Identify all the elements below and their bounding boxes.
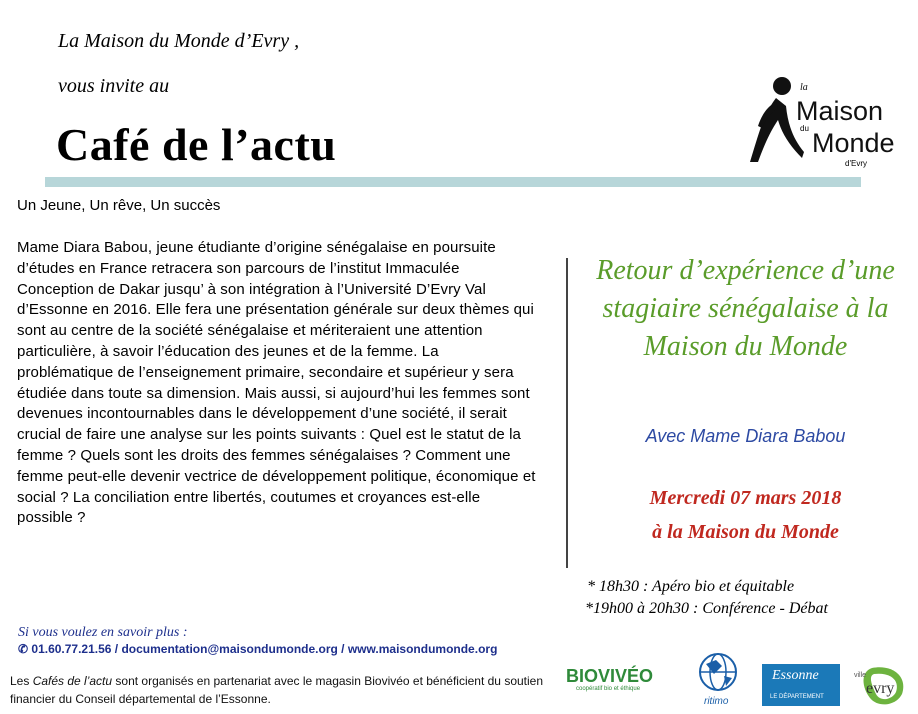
event-title: Retour d’expérience d’une stagiaire sénégalaise à la Maison du Monde: [596, 255, 895, 362]
logo-word-maison: Maison: [796, 96, 884, 126]
organizer-line: La Maison du Monde d’Evry ,: [58, 30, 300, 52]
article-body: Mame Diara Babou, jeune étudiante d’origine sénégalaise en poursuite d’études en France retracera son parcours de l’institut Immaculée Conception de Dakar jusqu’ à son intégration à l’Université D’Evry Val d’Essonne en 2016. Elle fera une présentation générale sur deux thèmes qui sont au centre de la société sénégalaise et mériteraient une attention particulière, à savoir l’éducation des jeunes et de la femme. La problématique de l’enseignement primaire, secondaire et supérieur y sera étudiée dans toute sa dimension. Mais aussi, si aujourd’hui les femmes sont devenues incontournables dans le développement d’une société, il serait crucial de faire une analyse sur les points suivants : Quel est le statut de la femme ? Quels sont les droits des femmes sénégalaises ? Comment une femme peut-elle devenir vectrice de développement politique, économique et social ? La conciliation entre libertés, coutumes et croyances est-elle possible ?: [17, 239, 536, 527]
biovivo-wordmark: BIOVIVÉO: [566, 666, 654, 686]
footer-text: Les: [10, 674, 33, 688]
page-title: Café de l’actu: [56, 119, 337, 170]
logo-word-du: du: [800, 124, 809, 133]
title-underline-bar: [45, 177, 861, 187]
essonne-logo: [762, 664, 840, 706]
logo-word-la: la: [800, 82, 808, 93]
evry-ville-label: ville: [854, 672, 867, 679]
essonne-subtitle: LE DÉPARTEMENT: [770, 694, 824, 700]
ritimo-wordmark: ritimo: [704, 696, 729, 707]
ritimo-logo: [686, 650, 750, 712]
biovivo-tagline: coopératif bio et éthique: [576, 686, 641, 692]
footer-italic-text: Cafés de l’actu: [32, 674, 113, 688]
logo-word-evry: d'Evry: [845, 159, 867, 168]
schedule-item: * 18h30 : Apéro bio et équitable: [587, 578, 795, 595]
event-guest: Avec Mame Diara Babou: [645, 426, 846, 446]
evry-logo: [852, 664, 910, 708]
contact-label: Si vous voulez en savoir plus :: [18, 625, 188, 640]
globe-icon: [686, 650, 750, 698]
maison-du-monde-logo: [742, 74, 895, 174]
footer-text: sont organisés en partenariat avec le magasin Biovivéo et bénéficient du soutien financier du Conseil départemental de l’Essonne.: [10, 674, 544, 706]
essonne-wordmark: Essonne: [772, 668, 819, 683]
article-subtitle: Un Jeune, Un rêve, Un succès: [17, 197, 221, 214]
logo-word-monde: Monde: [812, 128, 895, 158]
column-divider: [566, 258, 568, 568]
footer-note: [10, 672, 555, 708]
event-place: à la Maison du Monde: [652, 521, 839, 543]
biovivo-logo: [566, 666, 678, 696]
contact-details[interactable]: ✆ 01.60.77.21.56 / documentation@maisondumonde.org / www.maisondumonde.org: [18, 642, 498, 656]
schedule-item: *19h00 à 20h30 : Conférence - Débat: [585, 600, 828, 617]
invite-line: vous invite au: [58, 75, 170, 97]
event-date: Mercredi 07 mars 2018: [649, 487, 842, 509]
evry-wordmark: evry: [866, 680, 895, 697]
